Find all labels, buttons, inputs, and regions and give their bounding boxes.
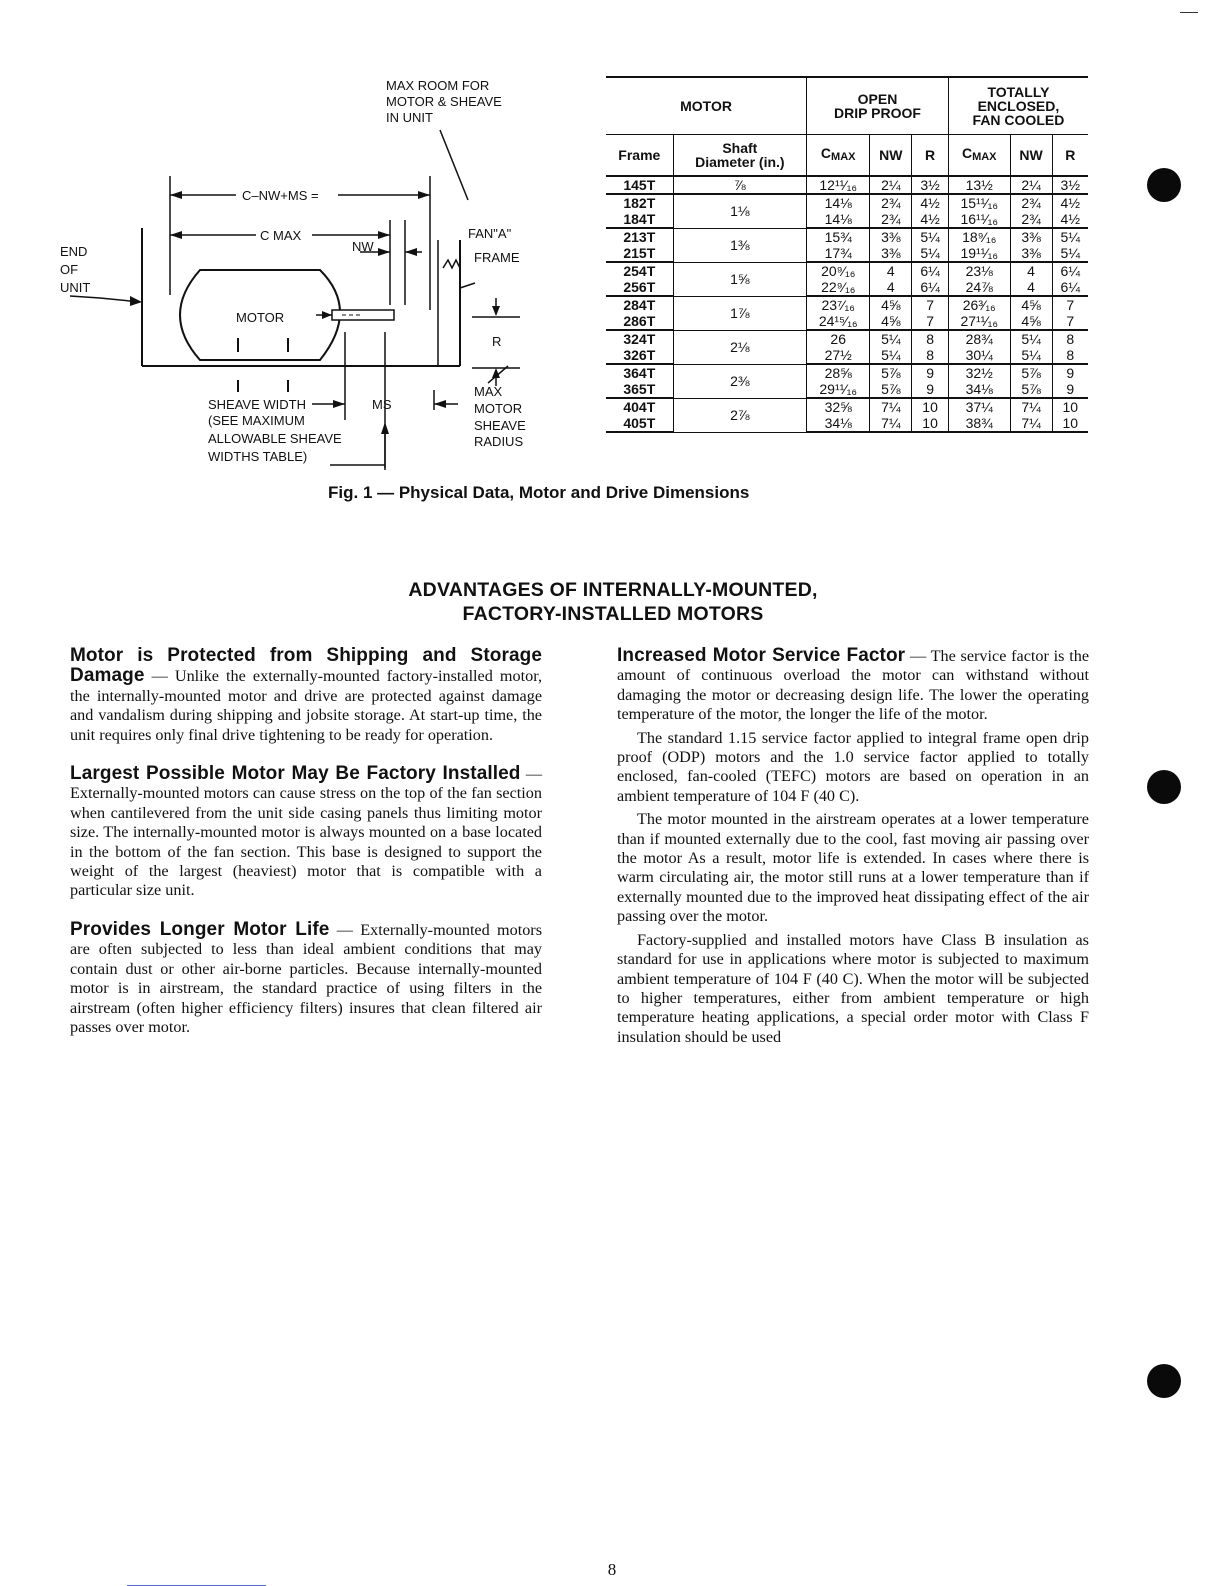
cell-frame: 404T (606, 398, 673, 415)
cell-value: 4½ (912, 211, 949, 228)
label-nw: NW (352, 239, 374, 254)
col-tefc-cmax (948, 135, 1010, 177)
cell-value: 28⅝ (807, 364, 870, 381)
label-max-room (386, 78, 502, 125)
col-odp-cmax (807, 135, 870, 177)
col-tefc-r: R (1052, 135, 1088, 177)
cell-value: 7 (1052, 296, 1088, 313)
physical-data-table (606, 76, 1088, 433)
table-row (606, 296, 1088, 313)
cell-value: 32½ (948, 364, 1010, 381)
cell-value: 5¼ (1052, 245, 1088, 262)
cell-value: 24⅞ (948, 279, 1010, 296)
cell-value: 2¼ (870, 176, 912, 194)
body-largest-motor: — Externally-mounted motors can cause stress on the top of the fan section when cantilevered from the unit side casing panels thus limiting motor size. The internally-mounted motor is always mounted on a base located in the bottom of the fan section. This base is designed to support the weight of the largest (heaviest) motor that is compatible with a particular size unit. (70, 765, 543, 900)
label-cmax: C MAX (260, 228, 302, 243)
cell-value: 2¼ (1010, 176, 1052, 194)
cell-value: 10 (1052, 415, 1088, 432)
fan-frame-line-1: FAN"A" (468, 226, 512, 241)
table-row (606, 364, 1088, 381)
cell-value: 4 (870, 262, 912, 279)
cell-value: 27¹¹⁄₁₆ (948, 313, 1010, 330)
cell-value: 17¾ (807, 245, 870, 262)
cell-value: 14⅛ (807, 211, 870, 228)
cell-frame: 405T (606, 415, 673, 432)
cell-value: 7 (912, 296, 949, 313)
col-shaft-line-2: Diameter (in.) (695, 154, 785, 170)
punch-hole-top (1147, 168, 1181, 202)
cell-value: 8 (1052, 347, 1088, 364)
sheave-line-3: ALLOWABLE SHEAVE (208, 431, 342, 446)
label-r: R (492, 334, 502, 349)
cell-value: 24¹⁵⁄₁₆ (807, 313, 870, 330)
cell-value: 15¹¹⁄₁₆ (948, 194, 1010, 211)
cell-value: 4 (1010, 262, 1052, 279)
cell-value: 2¾ (870, 211, 912, 228)
cell-value: 29¹¹⁄₁₆ (807, 381, 870, 398)
cell-frame: 326T (606, 347, 673, 364)
sheave-line-2: (SEE MAXIMUM (208, 413, 305, 428)
group-tefc-line-3: FAN COOLED (972, 112, 1065, 128)
group-tefc-line-2: ENCLOSED, (977, 98, 1060, 114)
radius-line-3: SHEAVE (474, 418, 526, 433)
cell-value: 28¾ (948, 330, 1010, 347)
cell-value: 7¼ (870, 398, 912, 415)
cell-shaft: 1⅛ (673, 194, 806, 228)
cell-value: 7 (912, 313, 949, 330)
cell-value: 4⅝ (870, 313, 912, 330)
cell-frame: 324T (606, 330, 673, 347)
cell-frame: 286T (606, 313, 673, 330)
table-row (606, 194, 1088, 211)
cell-frame: 184T (606, 211, 673, 228)
cell-value: 5¼ (1052, 228, 1088, 245)
col-tefc-cmax-main: C (961, 145, 973, 161)
label-cnwms: C–NW+MS = (242, 188, 319, 203)
body-longer-life: — Externally-mounted motors are often subjected to less than ideal ambient conditions that may contain dust or other air-borne particles. Because internally-mounted motor is in airstream, the standard practice of using filters in the airstream (often higher efficiency filters) insures that clean filtered air passes over motor. (70, 920, 542, 1036)
cell-value: 20⁹⁄₁₆ (807, 262, 870, 279)
label-motor: MOTOR (236, 310, 285, 325)
heading-protected: Motor is Protected from Shipping and Storage Damage (70, 645, 542, 687)
cell-value: 32⅝ (807, 398, 870, 415)
cell-value: 12¹¹⁄₁₆ (807, 176, 870, 194)
cell-value: 3⅜ (870, 228, 912, 245)
cell-value: 4⅝ (1010, 296, 1052, 313)
cell-value: 22⁹⁄₁₆ (807, 279, 870, 296)
cell-value: 3⅜ (1010, 228, 1052, 245)
figure-caption: Fig. 1 — Physical Data, Motor and Drive Dimensions (328, 483, 750, 502)
motor-drive-diagram (60, 70, 600, 480)
col-tefc-nw: NW (1010, 135, 1052, 177)
col-odp-cmax-sub: MAX (831, 151, 856, 163)
cell-value: 5¼ (870, 347, 912, 364)
cell-value: 8 (912, 330, 949, 347)
cell-value: 30¼ (948, 347, 1010, 364)
cell-frame: 254T (606, 262, 673, 279)
cell-value: 16¹¹⁄₁₆ (948, 211, 1010, 228)
cell-value: 9 (912, 364, 949, 381)
radius-line-1: MAX (474, 384, 503, 399)
sheave-line-1: SHEAVE WIDTH (208, 397, 306, 412)
body-service-factor: — The service factor is the amount of continuous overload the motor can withstand without damaging the motor or decreasing design life. The lower the operating temperature of the motor, the longer the life of the motor. (617, 647, 1089, 724)
group-tefc-line-1: TOTALLY (987, 84, 1050, 100)
cell-frame: 284T (606, 296, 673, 313)
cell-value: 38¾ (948, 415, 1010, 432)
col-odp-r: R (912, 135, 949, 177)
cell-value: 5⅞ (870, 381, 912, 398)
cell-frame: 145T (606, 176, 673, 194)
cell-shaft: ⅞ (673, 176, 806, 194)
col-frame: Frame (606, 135, 673, 177)
cell-value: 6¼ (912, 262, 949, 279)
cell-value: 23⁷⁄₁₆ (807, 296, 870, 313)
cell-value: 4 (870, 279, 912, 296)
paragraph-protected (70, 646, 542, 745)
col-shaft (673, 135, 806, 177)
cell-frame: 213T (606, 228, 673, 245)
cell-value: 7¼ (1010, 415, 1052, 432)
cell-value: 4½ (1052, 211, 1088, 228)
cell-frame: 182T (606, 194, 673, 211)
group-odp (807, 77, 949, 135)
sheave-line-4: WIDTHS TABLE) (208, 449, 308, 464)
cell-value: 3½ (912, 176, 949, 194)
right-column (617, 646, 1089, 1047)
group-odp-line-1: OPEN (857, 91, 898, 107)
cell-value: 23⅛ (948, 262, 1010, 279)
cell-value: 10 (1052, 398, 1088, 415)
cell-shaft: 1⅜ (673, 228, 806, 262)
cell-shaft: 2⅞ (673, 398, 806, 432)
cell-frame: 215T (606, 245, 673, 262)
col-odp-cmax-main: C (820, 145, 832, 161)
cell-value: 27½ (807, 347, 870, 364)
cell-value: 5⅞ (870, 364, 912, 381)
max-room-line-1: MAX ROOM FOR (386, 78, 490, 93)
section-title-line-2: FACTORY-INSTALLED MOTORS (462, 603, 764, 625)
cell-value: 4⅝ (870, 296, 912, 313)
col-tefc-cmax-sub: MAX (972, 151, 997, 163)
label-ms: MS (372, 397, 392, 412)
cell-value: 7 (1052, 313, 1088, 330)
corner-mark (1180, 12, 1198, 13)
paragraph-longer-life (70, 920, 542, 1037)
max-room-line-3: IN UNIT (386, 110, 433, 125)
cell-value: 19¹¹⁄₁₆ (948, 245, 1010, 262)
cell-value: 9 (912, 381, 949, 398)
cell-shaft: 2⅛ (673, 330, 806, 364)
end-line-2: OF (60, 262, 79, 277)
table-row (606, 330, 1088, 347)
cell-value: 10 (912, 415, 949, 432)
paragraph-standard-factor: The standard 1.15 service factor applied to integral frame open drip proof (ODP) motors and the 1.0 service factor applied to totally enclosed, fan-cooled (TEFC) motors are based on operation in an ambient temperature of 104 F (40 C). (617, 728, 1089, 805)
cell-value: 5⅞ (1010, 381, 1052, 398)
left-column (70, 646, 542, 1056)
paragraph-service-factor (617, 646, 1089, 725)
cell-value: 26 (807, 330, 870, 347)
cell-value: 26³⁄₁₆ (948, 296, 1010, 313)
cell-value: 6¼ (1052, 279, 1088, 296)
table-row (606, 398, 1088, 415)
heading-longer-life: Provides Longer Motor Life (70, 918, 330, 940)
table-row (606, 176, 1088, 194)
cell-value: 5¼ (870, 330, 912, 347)
table-row (606, 262, 1088, 279)
cell-value: 14⅛ (807, 194, 870, 211)
body-protected: — Unlike the externally-mounted factory-installed motor, the internally-mounted motor and drive are protected against damage and vandalism during shipping and jobsite storage. At start-up time, the unit requires only final drive tightening to be ready for operation. (70, 667, 542, 744)
cell-value: 3⅜ (1010, 245, 1052, 262)
cell-value: 9 (1052, 381, 1088, 398)
fan-frame-line-2: FRAME (474, 250, 520, 265)
section-title (260, 578, 966, 626)
cell-frame: 365T (606, 381, 673, 398)
cell-value: 7¼ (870, 415, 912, 432)
page-number: 8 (607, 1560, 617, 1579)
cell-value: 2¾ (1010, 211, 1052, 228)
cell-shaft: 2⅜ (673, 364, 806, 398)
cell-value: 6¼ (912, 279, 949, 296)
cell-value: 7¼ (1010, 398, 1052, 415)
cell-value: 2¾ (1010, 194, 1052, 211)
cell-value: 13½ (948, 176, 1010, 194)
group-tefc (948, 77, 1088, 135)
group-odp-line-2: DRIP PROOF (834, 105, 921, 121)
cell-value: 8 (912, 347, 949, 364)
table-row (606, 228, 1088, 245)
cell-frame: 364T (606, 364, 673, 381)
paragraph-insulation: Factory-supplied and installed motors have Class B insulation as standard for use in applications where motor is subjected to maximum ambient temperature of 104 F (40 C). When the motor will be subjected to higher temperatures, either from ambient temperature or high temperature heating applications, a special order motor with Class F insulation should be used (617, 930, 1089, 1046)
cell-shaft: 1⅞ (673, 296, 806, 330)
cell-value: 4⅝ (1010, 313, 1052, 330)
paragraph-airstream: The motor mounted in the airstream operates at a lower temperature than if mounted externally due to the cool, fast moving air passing over the motor As a result, motor life is extended. In cases where there is warm circulating air, the motor still runs at a lower temperature than if externally mounted due to the improved heat dissipating effect of the air passing over the motor. (617, 810, 1089, 926)
cell-value: 9 (1052, 364, 1088, 381)
col-odp-nw: NW (870, 135, 912, 177)
paragraph-largest-motor (70, 764, 542, 901)
cell-value: 15¾ (807, 228, 870, 245)
cell-value: 37¼ (948, 398, 1010, 415)
cell-value: 4 (1010, 279, 1052, 296)
group-motor: MOTOR (606, 77, 807, 135)
col-shaft-line-1: Shaft (722, 140, 758, 156)
radius-line-4: RADIUS (474, 434, 524, 449)
cell-value: 4½ (912, 194, 949, 211)
radius-line-2: MOTOR (474, 401, 523, 416)
cell-value: 10 (912, 398, 949, 415)
cell-value: 34⅛ (807, 415, 870, 432)
cell-value: 6¼ (1052, 262, 1088, 279)
max-room-line-2: MOTOR & SHEAVE (386, 94, 502, 109)
section-title-line-1: ADVANTAGES OF INTERNALLY-MOUNTED, (408, 579, 818, 601)
end-line-1: END (60, 244, 88, 259)
cell-value: 3⅜ (870, 245, 912, 262)
cell-value: 18⁹⁄₁₆ (948, 228, 1010, 245)
cell-value: 5¼ (1010, 330, 1052, 347)
cell-value: 8 (1052, 330, 1088, 347)
cell-value: 5⅞ (1010, 364, 1052, 381)
cell-value: 3½ (1052, 176, 1088, 194)
table-body (606, 176, 1088, 432)
cell-value: 2¾ (870, 194, 912, 211)
cell-frame: 256T (606, 279, 673, 296)
cell-value: 5¼ (912, 245, 949, 262)
punch-hole-middle (1147, 770, 1181, 804)
cell-value: 5¼ (912, 228, 949, 245)
end-line-3: UNIT (60, 280, 91, 295)
cell-value: 34⅛ (948, 381, 1010, 398)
punch-hole-bottom (1147, 1364, 1181, 1398)
cell-shaft: 1⅝ (673, 262, 806, 296)
heading-largest-motor: Largest Possible Motor May Be Factory Installed (70, 763, 521, 785)
cell-value: 4½ (1052, 194, 1088, 211)
heading-service-factor: Increased Motor Service Factor (617, 645, 906, 666)
cell-value: 5¼ (1010, 347, 1052, 364)
